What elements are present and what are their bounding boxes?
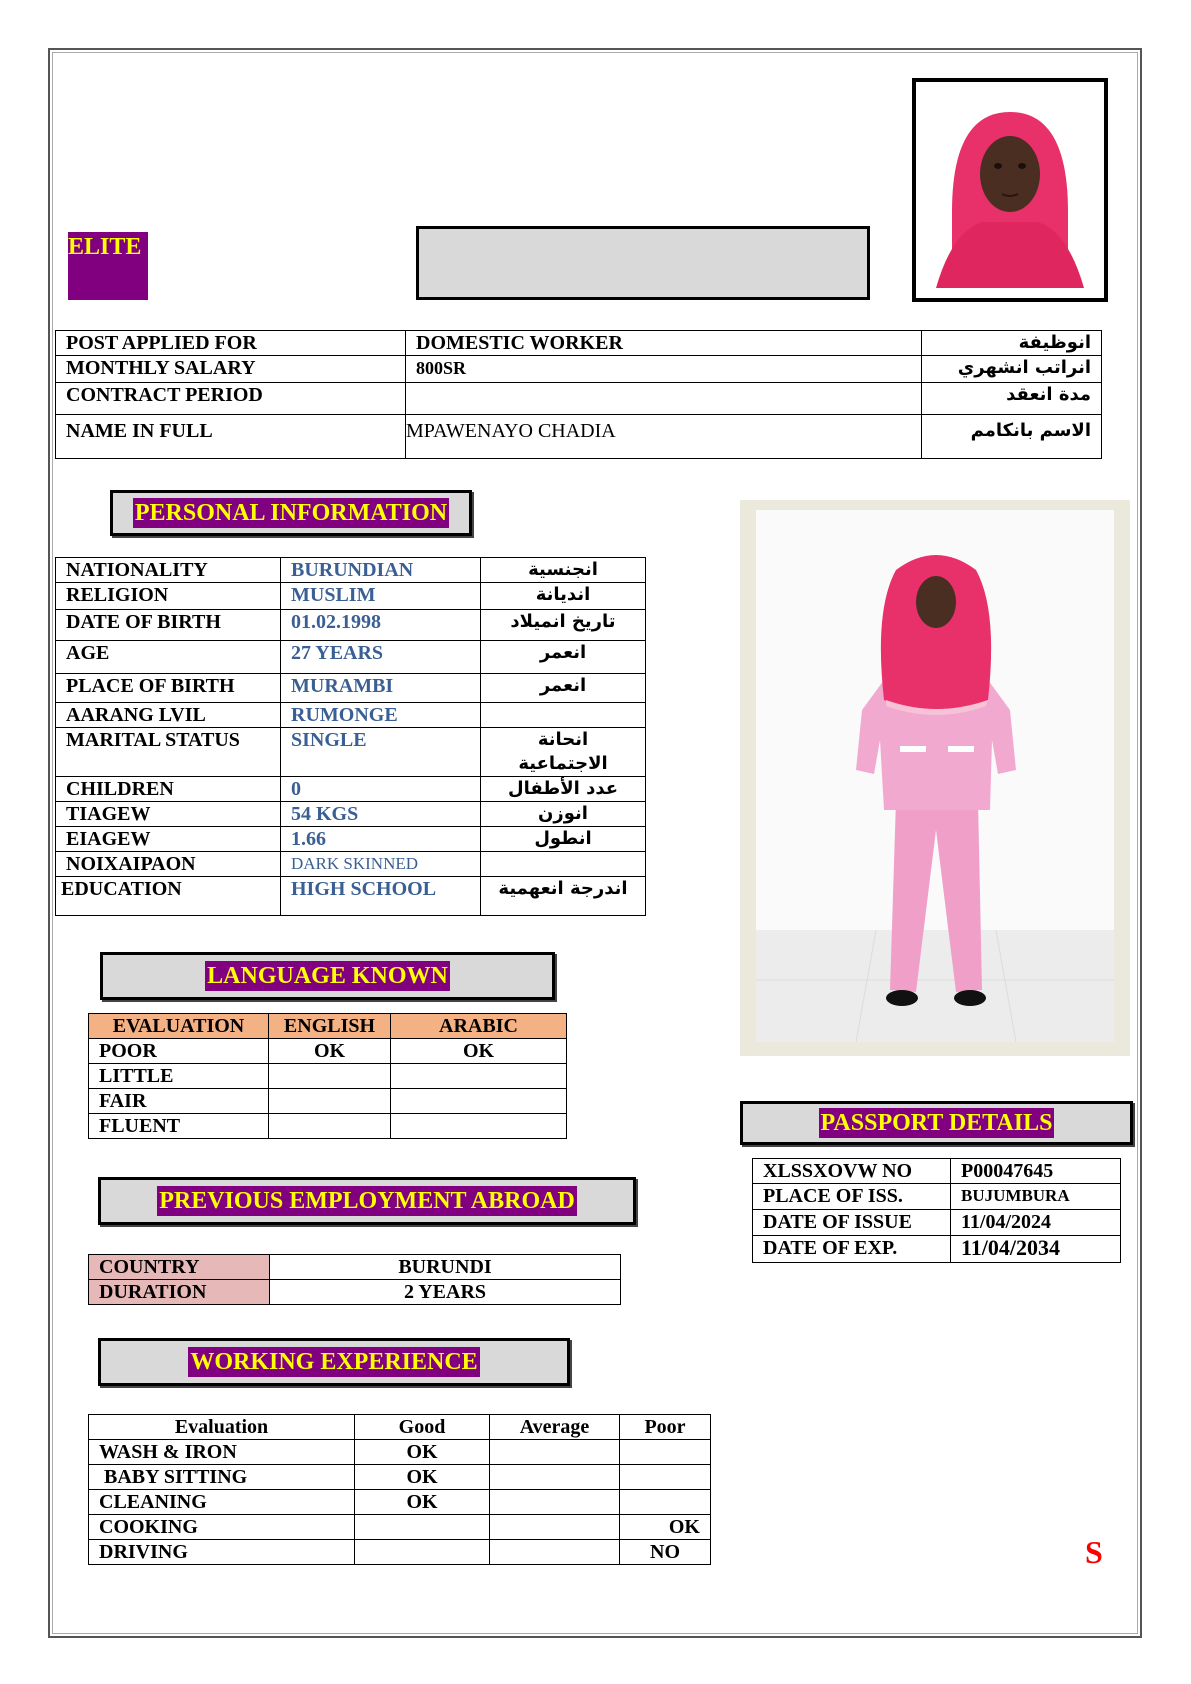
table-cell — [620, 1465, 711, 1490]
table-cell: CLEANING — [89, 1490, 355, 1515]
column-header: Evaluation — [89, 1415, 355, 1440]
table-row — [56, 331, 1102, 356]
table-row — [89, 1114, 567, 1139]
row-label: DATE OF BIRTH — [56, 610, 281, 641]
row-label: POST APPLIED FOR — [56, 331, 406, 356]
table-row — [56, 415, 1102, 459]
table-header-row — [89, 1014, 567, 1039]
working-experience-table — [88, 1414, 711, 1565]
row-value: BURUNDI — [270, 1255, 621, 1280]
table-row — [56, 383, 1102, 415]
table-cell — [355, 1540, 490, 1565]
language-known-header — [100, 952, 555, 1000]
table-row — [56, 703, 646, 728]
table-cell — [269, 1089, 391, 1114]
row-value: 27 YEARS — [281, 641, 481, 674]
table-cell — [490, 1490, 620, 1515]
row-arabic: انراتب انشهري — [922, 356, 1102, 383]
row-value: BUJUMBURA — [951, 1184, 1121, 1210]
row-arabic: انوزن — [481, 802, 646, 827]
table-cell — [391, 1089, 567, 1114]
row-value: 0 — [281, 777, 481, 802]
table-cell — [490, 1440, 620, 1465]
passport-details-header — [740, 1101, 1133, 1145]
row-label: TIAGEW — [56, 802, 281, 827]
row-label: MONTHLY SALARY — [56, 356, 406, 383]
table-row — [56, 610, 646, 641]
row-value: 54 KGS — [281, 802, 481, 827]
column-header: EVALUATION — [89, 1014, 269, 1039]
table-row — [89, 1255, 621, 1280]
table-row — [89, 1089, 567, 1114]
table-row — [89, 1039, 567, 1064]
table-row — [753, 1184, 1121, 1210]
table-row — [89, 1490, 711, 1515]
table-row — [753, 1159, 1121, 1184]
row-label: EIAGEW — [56, 827, 281, 852]
personal-information-title: PERSONAL INFORMATION — [134, 500, 448, 526]
row-label: DATE OF EXP. — [753, 1236, 951, 1263]
table-cell — [355, 1515, 490, 1540]
table-cell: OK — [391, 1039, 567, 1064]
row-arabic: انجنسية — [481, 558, 646, 583]
row-value: 11/04/2024 — [951, 1210, 1121, 1236]
row-arabic: عدد الأطفال — [481, 777, 646, 802]
table-row — [56, 852, 646, 877]
row-label: CONTRACT PERIOD — [56, 383, 406, 415]
column-header: Average — [490, 1415, 620, 1440]
previous-employment-header — [98, 1177, 636, 1225]
table-cell — [391, 1114, 567, 1139]
table-cell: OK — [620, 1515, 711, 1540]
table-row — [56, 802, 646, 827]
row-arabic: انوظيفة — [922, 331, 1102, 356]
row-value: DARK SKINNED — [281, 852, 481, 877]
row-label: DATE OF ISSUE — [753, 1210, 951, 1236]
full-body-photo — [740, 500, 1130, 1056]
table-cell: FLUENT — [89, 1114, 269, 1139]
row-label: DURATION — [89, 1280, 270, 1305]
language-known-title: LANGUAGE KNOWN — [207, 963, 448, 989]
table-row — [56, 827, 646, 852]
table-cell — [620, 1440, 711, 1465]
column-header: ARABIC — [391, 1014, 567, 1039]
table-cell: POOR — [89, 1039, 269, 1064]
column-header: Poor — [620, 1415, 711, 1440]
row-value: HIGH SCHOOL — [281, 877, 481, 916]
table-cell — [490, 1515, 620, 1540]
row-value: MPAWENAYO CHADIA — [406, 415, 922, 459]
table-cell — [269, 1064, 391, 1089]
table-row — [56, 583, 646, 610]
passport-table — [752, 1158, 1121, 1263]
row-label: RELIGION — [56, 583, 281, 610]
table-cell — [490, 1540, 620, 1565]
row-value: BURUNDIAN — [281, 558, 481, 583]
passport-photo — [912, 78, 1108, 302]
table-row — [56, 356, 1102, 383]
table-cell: NO — [620, 1540, 711, 1565]
row-value: 1.66 — [281, 827, 481, 852]
table-row — [89, 1465, 711, 1490]
column-header: ENGLISH — [269, 1014, 391, 1039]
personal-information-header — [110, 490, 472, 536]
name-banner — [416, 226, 870, 300]
row-label: COUNTRY — [89, 1255, 270, 1280]
table-cell: OK — [355, 1490, 490, 1515]
table-header-row — [89, 1415, 711, 1440]
row-label: PLACE OF ISS. — [753, 1184, 951, 1210]
table-cell — [391, 1064, 567, 1089]
row-label: NAME IN FULL — [56, 415, 406, 459]
table-row — [56, 877, 646, 916]
logo-box — [68, 232, 148, 300]
row-value: SINGLE — [281, 728, 481, 777]
row-arabic — [481, 703, 646, 728]
language-table — [88, 1013, 567, 1139]
passport-details-title: PASSPORT DETAILS — [820, 1110, 1053, 1136]
logo-text: ELITE — [68, 234, 142, 260]
row-label: AGE — [56, 641, 281, 674]
row-label: XLSSXOVW NO — [753, 1159, 951, 1184]
row-label: MARITAL STATUS — [56, 728, 281, 777]
table-row — [89, 1540, 711, 1565]
row-arabic: انحانة الاجتماعية — [481, 728, 646, 777]
row-value: RUMONGE — [281, 703, 481, 728]
table-row — [89, 1440, 711, 1465]
table-cell: BABY SITTING — [89, 1465, 355, 1490]
table-row — [89, 1280, 621, 1305]
table-cell: OK — [355, 1440, 490, 1465]
table-cell: COOKING — [89, 1515, 355, 1540]
row-arabic: انعمر — [481, 674, 646, 703]
row-value: 11/04/2034 — [951, 1236, 1121, 1263]
row-arabic — [481, 852, 646, 877]
row-arabic: الاسم بانكامم — [922, 415, 1102, 459]
table-row — [753, 1236, 1121, 1263]
row-arabic: تاريخ انميلاد — [481, 610, 646, 641]
row-value: 01.02.1998 — [281, 610, 481, 641]
row-label: AARANG LVIL — [56, 703, 281, 728]
table-row — [56, 777, 646, 802]
table-cell: FAIR — [89, 1089, 269, 1114]
previous-employment-title: PREVIOUS EMPLOYMENT ABROAD — [159, 1188, 575, 1214]
table-cell — [490, 1465, 620, 1490]
row-value: 2 YEARS — [270, 1280, 621, 1305]
row-value: P00047645 — [951, 1159, 1121, 1184]
row-label: CHILDREN — [56, 777, 281, 802]
corner-mark: S — [1085, 1534, 1103, 1570]
table-row — [56, 641, 646, 674]
working-experience-title: WORKING EXPERIENCE — [190, 1349, 478, 1375]
table-row — [89, 1515, 711, 1540]
previous-employment-table — [88, 1254, 621, 1305]
table-cell: WASH & IRON — [89, 1440, 355, 1465]
row-value: 800SR — [406, 356, 922, 383]
table-cell — [620, 1490, 711, 1515]
column-header: Good — [355, 1415, 490, 1440]
table-row — [56, 558, 646, 583]
row-arabic: انطول — [481, 827, 646, 852]
row-value — [406, 383, 922, 415]
row-arabic: مدة انعقد — [922, 383, 1102, 415]
table-row — [56, 674, 646, 703]
row-label: PLACE OF BIRTH — [56, 674, 281, 703]
row-arabic: انديانة — [481, 583, 646, 610]
table-row — [89, 1064, 567, 1089]
row-arabic: انعمر — [481, 641, 646, 674]
table-cell — [269, 1114, 391, 1139]
row-arabic: اندرجة انعهمية — [481, 877, 646, 916]
working-experience-header — [98, 1338, 570, 1386]
row-value: MUSLIM — [281, 583, 481, 610]
row-label: EDUCATION — [56, 877, 281, 916]
row-value: MURAMBI — [281, 674, 481, 703]
personal-information-table — [55, 557, 646, 916]
row-label: NOIXAIPAON — [56, 852, 281, 877]
table-row — [56, 728, 646, 777]
row-value: DOMESTIC WORKER — [406, 331, 922, 356]
table-row — [753, 1210, 1121, 1236]
row-label: NATIONALITY — [56, 558, 281, 583]
application-summary-table — [55, 330, 1102, 459]
table-cell: OK — [355, 1465, 490, 1490]
table-cell: DRIVING — [89, 1540, 355, 1565]
table-cell: LITTLE — [89, 1064, 269, 1089]
table-cell: OK — [269, 1039, 391, 1064]
